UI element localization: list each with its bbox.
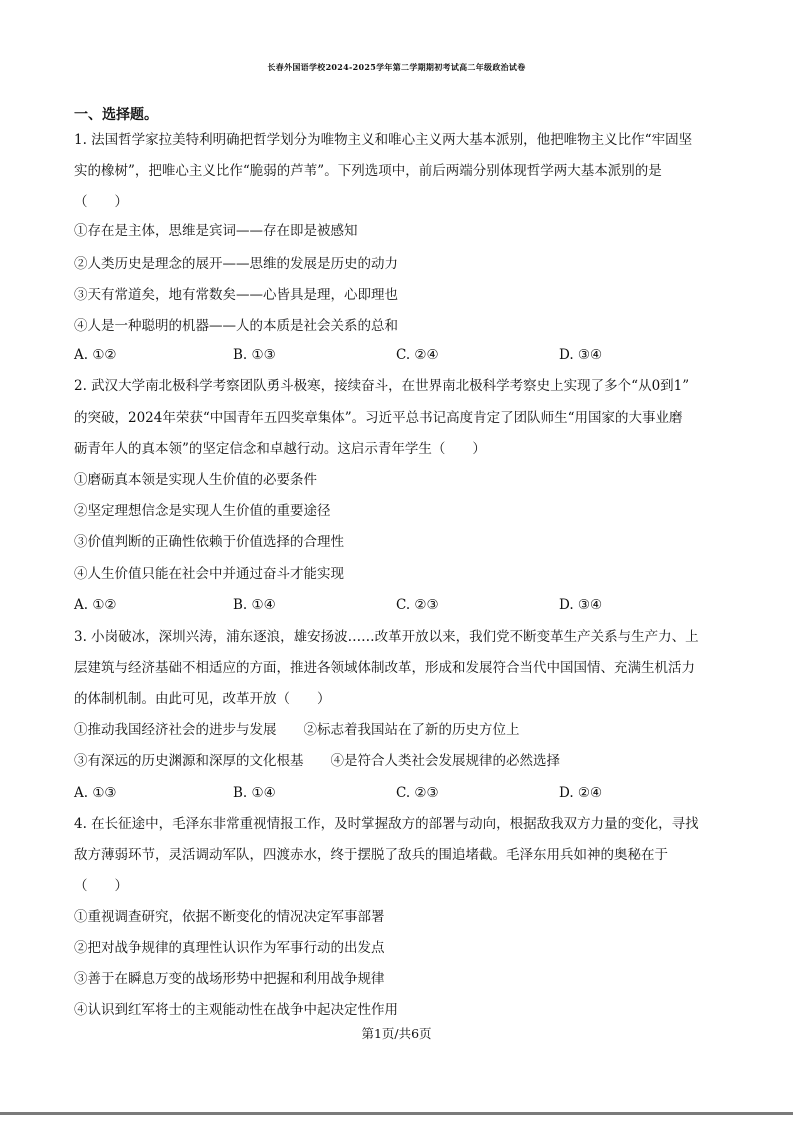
option-d: D. ③④: [559, 347, 603, 363]
statement: ①重视调查研究，依据不断变化的情况决定军事部署: [74, 909, 385, 925]
question-text-line: 的突破，2024年荣获“中国青年五四奖章集体”。习近平总书记高度肯定了团队师生“用国家的大事业磨: [74, 410, 683, 426]
page-number: 第1页/共6页: [361, 1026, 432, 1041]
question-text-line: 层建筑与经济基础不相适应的方面，推进各领域体制改革，形成和发展符合当代中国国情、充满生机活力: [74, 660, 695, 676]
option-c: C. ②③: [396, 597, 439, 613]
statement: ③天有常道矣，地有常数矣——心皆具是理，心即理也: [74, 287, 398, 303]
option-a: A. ①③: [74, 785, 117, 801]
statement: ②人类历史是理念的展开——思维的发展是历史的动力: [74, 256, 398, 272]
statement: ②坚定理想信念是实现人生价值的重要途径: [74, 503, 331, 519]
option-b: B. ①④: [233, 597, 276, 613]
option-d: D. ②④: [559, 785, 603, 801]
statement: ④认识到红军将士的主观能动性在战争中起决定性作用: [74, 1002, 398, 1018]
statement: ④人是一种聪明的机器——人的本质是社会关系的总和: [74, 318, 398, 334]
option-b: B. ①③: [233, 347, 276, 363]
question-text-line: 1. 法国哲学家拉美特利明确把哲学划分为唯物主义和唯心主义两大基本派别，他把唯物主义比作“牢固坚: [74, 132, 693, 148]
option-b: B. ①④: [233, 785, 276, 801]
question-text-line: 实的橡树”，把唯心主义比作“脆弱的芦苇”。下列选项中，前后两端分别体现哲学两大基本派别的是: [74, 163, 662, 179]
option-a: A. ①②: [74, 347, 117, 363]
bottom-divider: [0, 1112, 793, 1115]
statement: ①推动我国经济社会的进步与发展 ②标志着我国站在了新的历史方位上: [74, 722, 520, 738]
statement: ③价值判断的正确性依赖于价值选择的合理性: [74, 534, 344, 550]
statement: ①存在是主体，思维是宾词——存在即是被感知: [74, 223, 358, 239]
statement: ③有深远的历史渊源和深厚的文化根基 ④是符合人类社会发展规律的必然选择: [74, 753, 560, 769]
question-text-line: 敌方薄弱环节，灵活调动军队，四渡赤水，终于摆脱了敌兵的围追堵截。毛泽东用兵如神的奥秘在于: [74, 847, 668, 863]
option-c: C. ②④: [396, 347, 439, 363]
section-heading: 一、选择题。: [74, 107, 158, 123]
question-text-line: 3. 小岗破冰，深圳兴涛，浦东逐浪，雄安扬波……改革开放以来，我们党不断变革生产关系与生产力、上: [74, 629, 699, 645]
statement: ④人生价值只能在社会中并通过奋斗才能实现: [74, 566, 344, 582]
statement: ③善于在瞬息万变的战场形势中把握和利用战争规律: [74, 971, 385, 987]
question-text-line: （ ）: [74, 878, 128, 894]
question-text-line: （ ）: [74, 194, 128, 210]
question-text-line: 砺青年人的真本领”的坚定信念和卓越行动。这启示青年学生（ ）: [74, 441, 486, 457]
statement: ①磨砺真本领是实现人生价值的必要条件: [74, 472, 317, 488]
statement: ②把对战争规律的真理性认识作为军事行动的出发点: [74, 940, 385, 956]
option-c: C. ②③: [396, 785, 439, 801]
question-text-line: 2. 武汉大学南北极科学考察团队勇斗极寒，接续奋斗，在世界南北极科学考察史上实现了多个“从0到1”: [74, 378, 690, 394]
question-text-line: 4. 在长征途中，毛泽东非常重视情报工作，及时掌握敌方的部署与动向，根据敌我双方力量的变化，寻找: [74, 816, 699, 832]
page-title: 长春外国语学校2024-2025学年第二学期期初考试高二年级政治试卷: [267, 62, 526, 72]
question-text-line: 的体制机制。由此可见，改革开放（ ）: [74, 691, 331, 707]
option-a: A. ①②: [74, 597, 117, 613]
option-d: D. ③④: [559, 597, 603, 613]
